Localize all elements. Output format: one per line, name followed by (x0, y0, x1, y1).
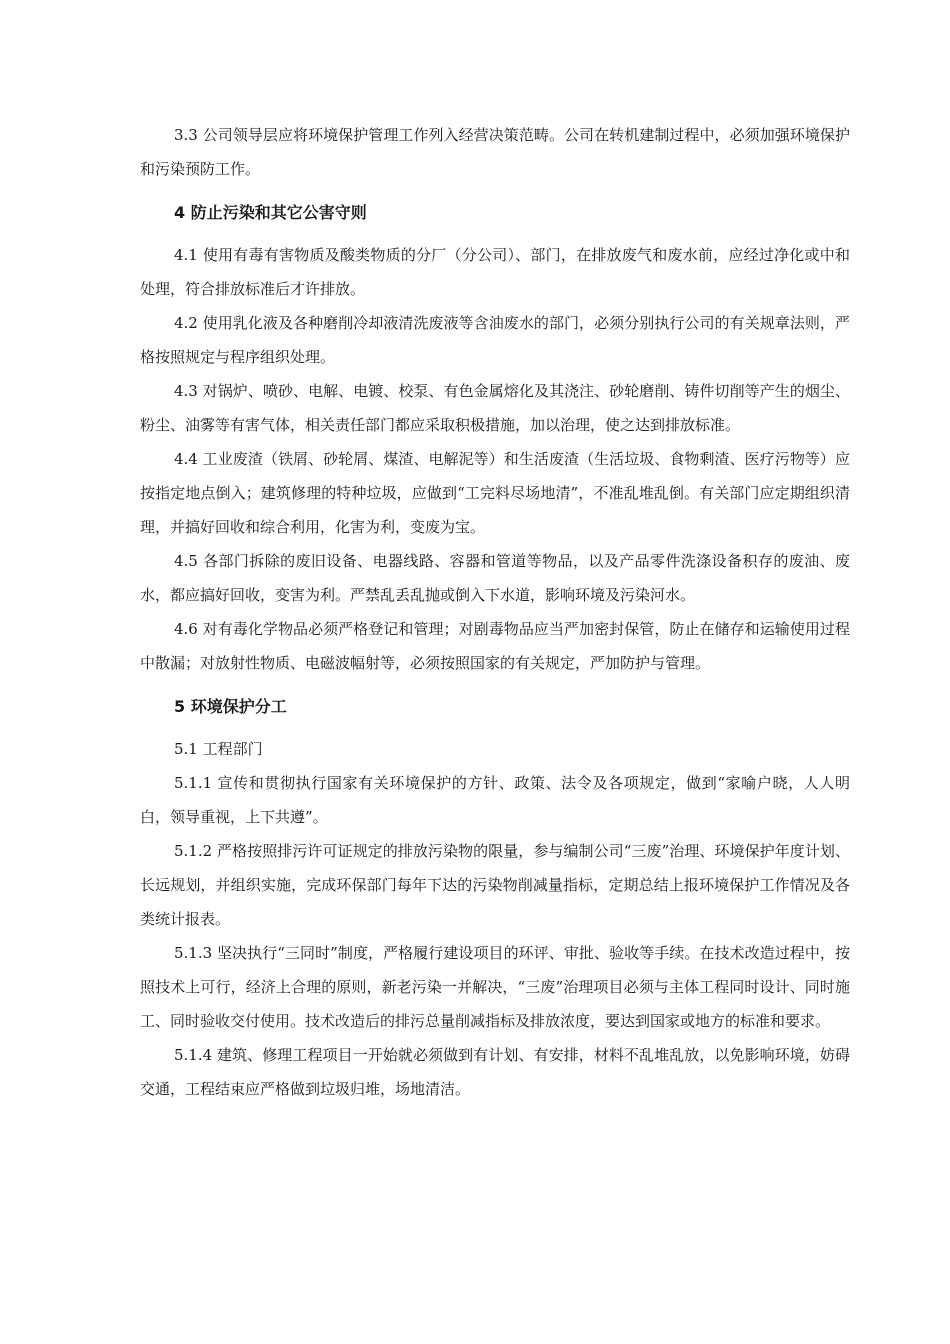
paragraph-5-1: 5.1 工程部门 (174, 740, 263, 758)
section-5-heading: 5 环境保护分工 (174, 697, 287, 716)
paragraph-3-3: 3.3 公司领导层应将环境保护管理工作列入经营决策范畴。公司在转机建制过程中，必须加强环境保护和污染预防工作。 (140, 126, 850, 178)
paragraph-4-4: 4.4 工业废渣（铁屑、砂轮屑、煤渣、电解泥等）和生活废渣（生活垃圾、食物剩渣、医疗污物等）应按指定地点倒入；建筑修理的特种垃圾，应做到“工完料尽场地清”，不准乱堆乱倒。有关部门应定期组织清理，并搞好回收和综合利用，化害为利，变废为宝。 (140, 450, 850, 536)
paragraph-5-1-4: 5.1.4 建筑、修理工程项目一开始就必须做到有计划、有安排，材料不乱堆乱放，以免影响环境，妨碍交通，工程结束应严格做到垃圾归堆，场地清洁。 (140, 1046, 850, 1098)
paragraph-5-1-2: 5.1.2 严格按照排污许可证规定的排放污染物的限量，参与编制公司“三废”治理、环境保护年度计划、长远规划，并组织实施，完成环保部门每年下达的污染物削减量指标，定期总结上报环境保护工作情况及各类统计报表。 (140, 842, 850, 928)
paragraph-5-1-1: 5.1.1 宣传和贯彻执行国家有关环境保护的方针、政策、法令及各项规定，做到“家喻户晓，人人明白，领导重视，上下共遵”。 (140, 774, 850, 826)
section-4-heading: 4 防止污染和其它公害守则 (174, 203, 367, 222)
document-page (140, 118, 850, 1106)
paragraph-4-3: 4.3 对锅炉、喷砂、电解、电镀、校泵、有色金属熔化及其浇注、砂轮磨削、铸件切削等产生的烟尘、粉尘、油雾等有害气体，相关责任部门都应采取积极措施，加以治理，使之达到排放标准。 (140, 382, 850, 434)
paragraph-4-5: 4.5 各部门拆除的废旧设备、电器线路、容器和管道等物品，以及产品零件洗涤设备积存的废油、废水，都应搞好回收，变害为利。严禁乱丢乱抛或倒入下水道，影响环境及污染河水。 (140, 552, 850, 604)
paragraph-4-1: 4.1 使用有毒有害物质及酸类物质的分厂（分公司）、部门，在排放废气和废水前，应经过净化或中和处理，符合排放标准后才许排放。 (140, 246, 850, 298)
paragraph-4-6: 4.6 对有毒化学物品必须严格登记和管理；对剧毒物品应当严加密封保管，防止在储存和运输使用过程中散漏；对放射性物质、电磁波幅射等，必须按照国家的有关规定，严加防护与管理。 (140, 620, 850, 672)
paragraph-5-1-3: 5.1.3 坚决执行“三同时”制度，严格履行建设项目的环评、审批、验收等手续。在技术改造过程中，按照技术上可行，经济上合理的原则，新老污染一并解决，“三废”治理项目必须与主体工程同时设计、同时施工、同时验收交付使用。技术改造后的排污总量削减指标及排放浓度，要达到国家或地方的标准和要求。 (140, 944, 850, 1030)
paragraph-4-2: 4.2 使用乳化液及各种磨削冷却液清洗废液等含油废水的部门，必须分别执行公司的有关规章法则，严格按照规定与程序组织处理。 (140, 314, 850, 366)
